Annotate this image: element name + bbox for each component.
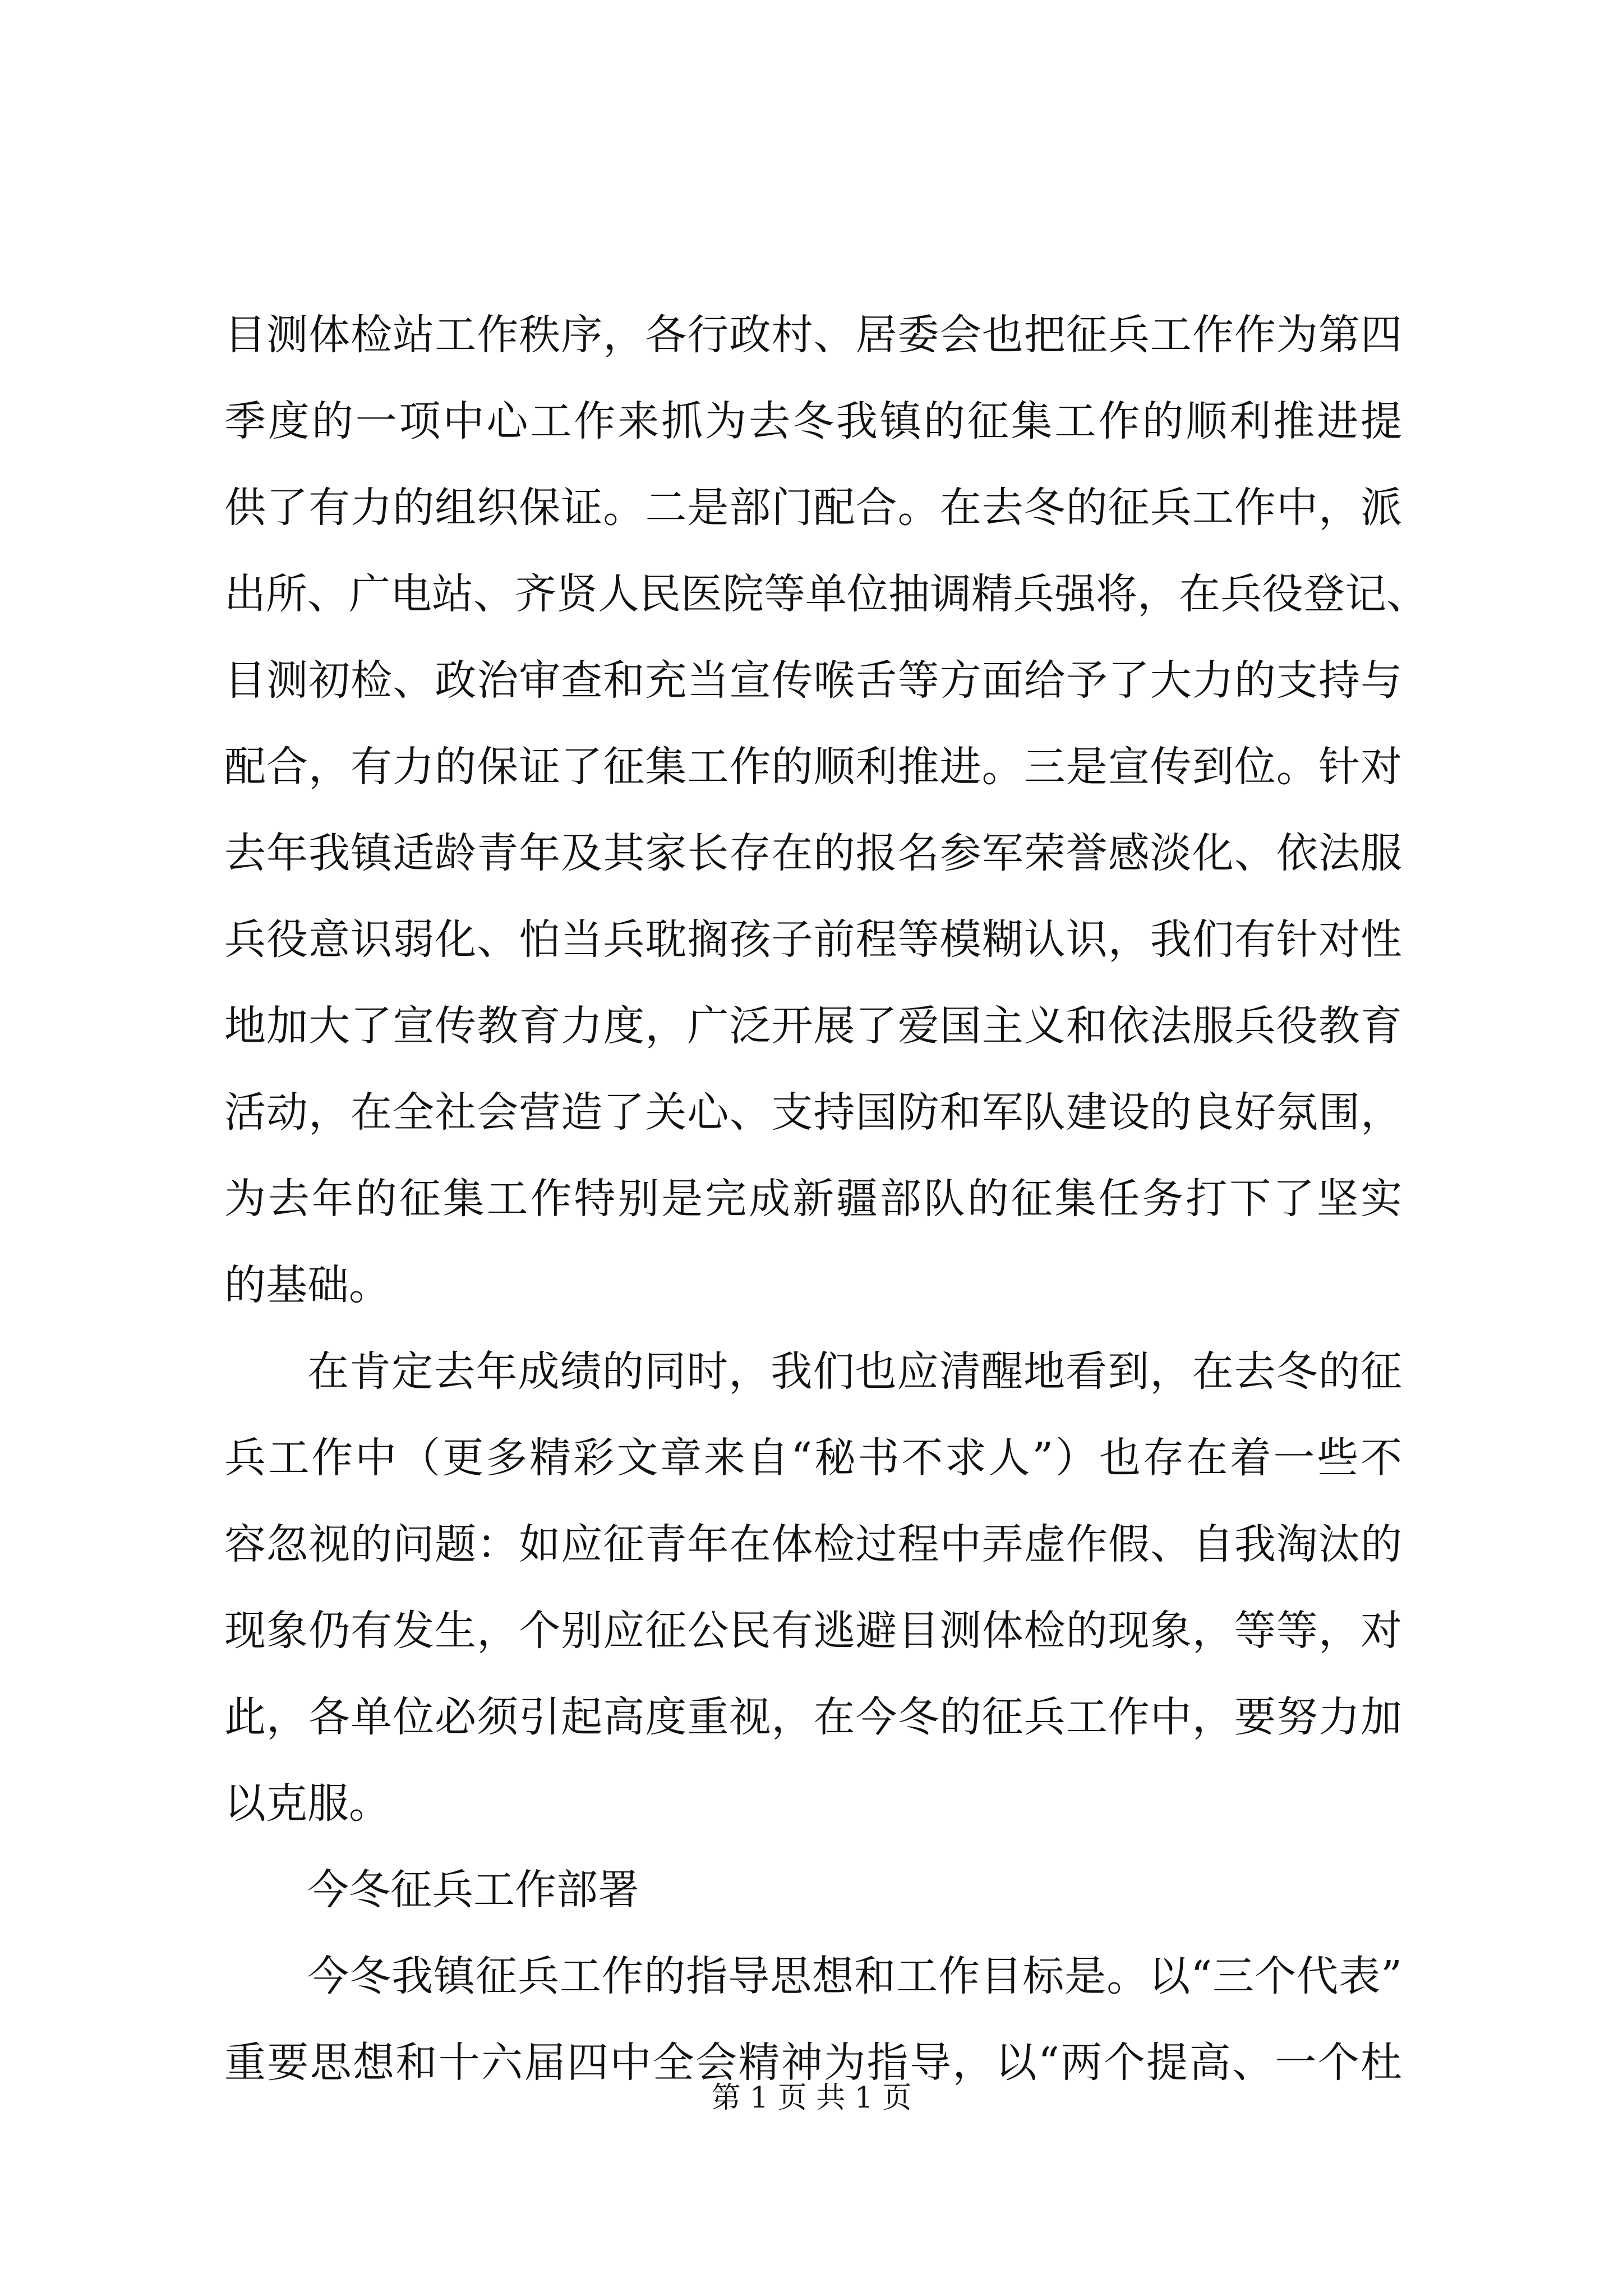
- text-line: 以克服。: [224, 1779, 390, 1828]
- text-line: 今冬我镇征兵工作的指导思想和工作目标是。以“三个代表”: [307, 1952, 1402, 2000]
- text-line: 季度的一项中心工作来抓为去冬我镇的征集工作的顺利推进提: [224, 397, 1402, 445]
- text-line: 现象仍有发生，个别应征公民有逃避目测体检的现象，等等，对: [224, 1607, 1402, 1655]
- text-line: 今冬征兵工作部署: [307, 1866, 639, 1914]
- text-line: 兵役意识弱化、怕当兵耽搁孩子前程等模糊认识，我们有针对性: [224, 915, 1402, 964]
- text-line: 的基础。: [224, 1261, 390, 1309]
- text-line: 地加大了宣传教育力度，广泛开展了爱国主义和依法服兵役教育: [224, 1002, 1402, 1050]
- text-line: 供了有力的组织保证。二是部门配合。在去冬的征兵工作中，派: [224, 484, 1402, 532]
- text-line: 活动，在全社会营造了关心、支持国防和军队建设的良好氛围，: [224, 1088, 1402, 1137]
- text-line: 出所、广电站、齐贤人民医院等单位抽调精兵强将，在兵役登记、: [224, 570, 1428, 618]
- text-line: 容忽视的问题：如应征青年在体检过程中弄虚作假、自我淘汰的: [224, 1520, 1402, 1568]
- text-line: 在肯定去年成绩的同时，我们也应清醒地看到，在去冬的征: [307, 1347, 1402, 1396]
- text-line: 兵工作中（更多精彩文章来自“秘书不求人”）也存在着一些不: [224, 1434, 1402, 1482]
- text-line: 此，各单位必须引起高度重视，在今冬的征兵工作中，要努力加: [224, 1693, 1402, 1741]
- text-line: 目测体检站工作秩序，各行政村、居委会也把征兵工作作为第四: [224, 311, 1402, 359]
- text-line: 去年我镇适龄青年及其家长存在的报名参军荣誉感淡化、依法服: [224, 829, 1402, 877]
- text-line: 目测初检、政治审查和充当宣传喉舌等方面给予了大力的支持与: [224, 656, 1402, 705]
- text-line: 配合，有力的保证了征集工作的顺利推进。三是宣传到位。针对: [224, 743, 1402, 791]
- text-line: 重要思想和十六届四中全会精神为指导，以“两个提高、一个杜: [224, 2039, 1402, 2087]
- page-footer: [0, 2078, 1623, 2118]
- paragraph: [224, 292, 1428, 1328]
- document-body: [224, 292, 1428, 2106]
- section-heading: [224, 1847, 1402, 1933]
- paragraph: [224, 1328, 1402, 1847]
- text-line: 为去年的征集工作特别是完成新疆部队的征集任务打下了坚实: [224, 1175, 1402, 1223]
- page-number-label: 第 1 页 共 1 页: [711, 2081, 912, 2115]
